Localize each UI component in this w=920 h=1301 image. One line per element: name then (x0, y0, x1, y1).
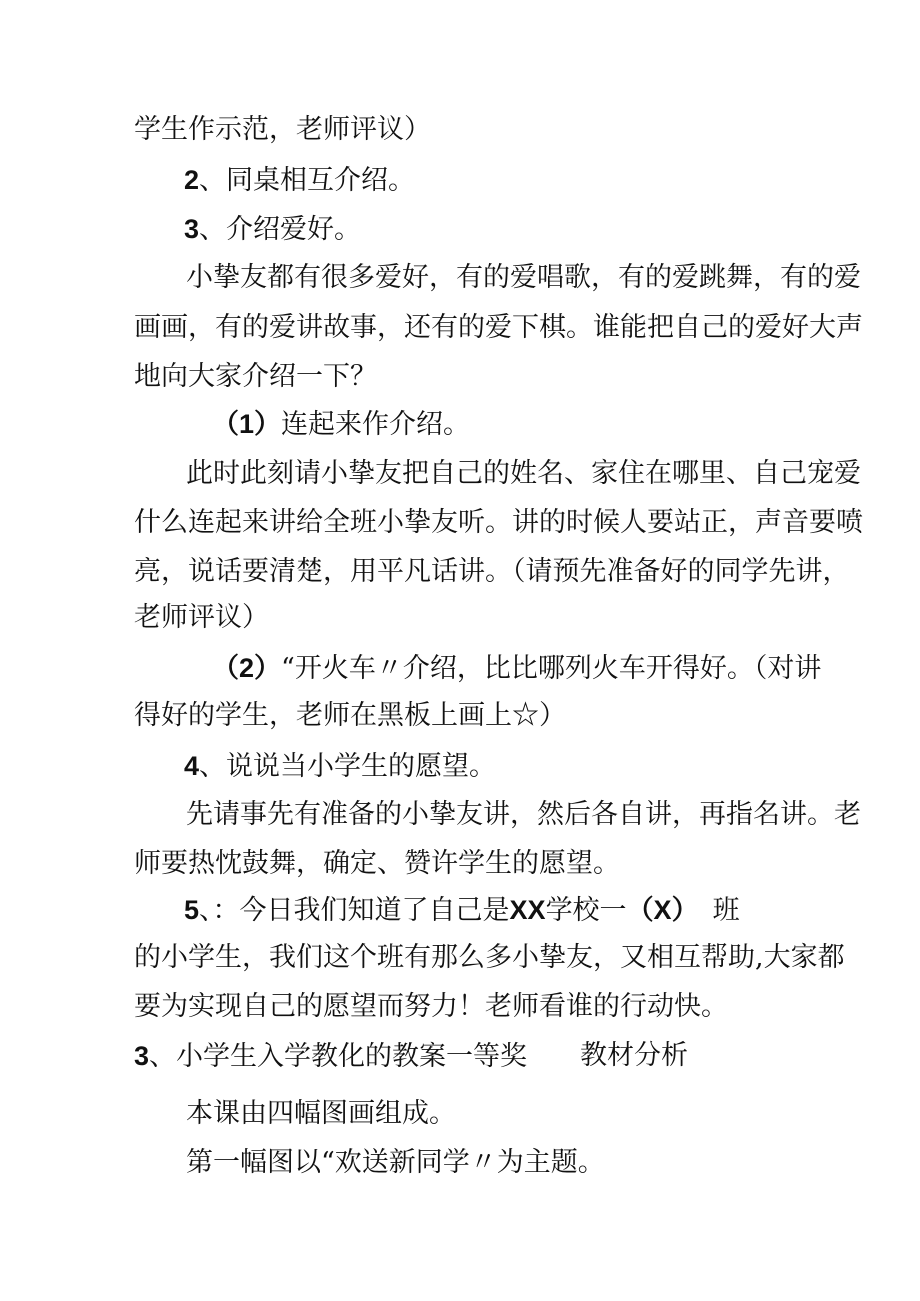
text-span: 地向大家介绍一下？ (134, 361, 377, 392)
text-span: 老师评议） (134, 602, 269, 633)
text-line (186, 458, 861, 490)
text-line (186, 1098, 456, 1130)
text-span: 学生作示范，老师评议） (134, 114, 431, 145)
text-line (134, 114, 431, 146)
section-subtitle (580, 1040, 688, 1072)
text-span: 先请事先有准备的小挚友讲，然后各自讲，再指名讲。老 (186, 799, 861, 830)
section-title: 、小学生入学教化的教案一等奖 (149, 1041, 528, 1072)
text-line (186, 1147, 605, 1179)
text-line (134, 942, 845, 974)
text-line (134, 507, 863, 539)
text-span: 第一幅图以“欢送新同学〃为主题。 (186, 1147, 605, 1178)
item-text: 班 (712, 895, 740, 926)
text-line (134, 991, 728, 1023)
item-text: 连起来作介绍。 (281, 409, 471, 440)
item-number: 4 (184, 751, 200, 781)
text-span: 小挚友都有很多爱好，有的爱唱歌，有的爱跳舞，有的爱 (186, 262, 861, 293)
item-number: （2） (212, 653, 282, 683)
numbered-item-5 (184, 894, 740, 927)
item-text: “开火车〃介绍，比比哪列火车开得好。（对讲 (281, 653, 822, 684)
school-placeholder: XX (509, 895, 546, 925)
text-span: 亮，说话要清楚，用平凡话讲。（请预先准备好的同学先讲， (134, 556, 850, 587)
text-span: 本课由四幅图画组成。 (186, 1098, 456, 1129)
item-text: 学校一 (545, 895, 627, 926)
text-span: 画画，有的爱讲故事，还有的爱下棋。谁能把自己的爱好大声 (134, 312, 863, 343)
text-span: 要为实现自己的愿望而努力！老师看谁的行动快。 (134, 991, 728, 1022)
text-span: 师要热忱鼓舞，确定、赞许学生的愿望。 (134, 848, 620, 879)
text-line (134, 700, 566, 732)
item-number: （1） (212, 409, 282, 439)
item-text: 、同桌相互介绍。 (199, 165, 416, 196)
item-text: 、：今日我们知道了自己是 (199, 895, 510, 926)
text-line (134, 602, 269, 634)
section-heading (134, 1040, 527, 1073)
numbered-item-2 (184, 164, 415, 197)
text-span: 得好的学生，老师在黑板上画上☆） (134, 700, 566, 731)
item-number: 2 (184, 165, 200, 195)
class-placeholder: （X） (626, 895, 699, 925)
text-line (134, 848, 620, 880)
item-number: 3 (184, 214, 200, 244)
text-span: 此时此刻请小挚友把自己的姓名、家住在哪里、自己宠爱 (186, 458, 861, 489)
text-span: 的小学生，我们这个班有那么多小挚友，又相互帮助,大家都 (134, 942, 845, 973)
numbered-item-4 (184, 750, 496, 783)
text-line (134, 556, 850, 588)
item-text: 、介绍爱好。 (199, 214, 362, 245)
text-span: 教材分析 (580, 1040, 688, 1071)
text-line (134, 361, 377, 393)
text-line (186, 262, 861, 294)
section-number: 3 (134, 1041, 150, 1071)
sub-item-2 (212, 652, 821, 685)
sub-item-1 (212, 408, 470, 441)
item-number: 5 (184, 895, 200, 925)
item-text: 、说说当小学生的愿望。 (199, 751, 497, 782)
text-line (186, 799, 861, 831)
text-line (134, 312, 863, 344)
text-span: 什么连起来讲给全班小挚友听。讲的时候人要站正，声音要喷 (134, 507, 863, 538)
numbered-item-3 (184, 213, 361, 246)
